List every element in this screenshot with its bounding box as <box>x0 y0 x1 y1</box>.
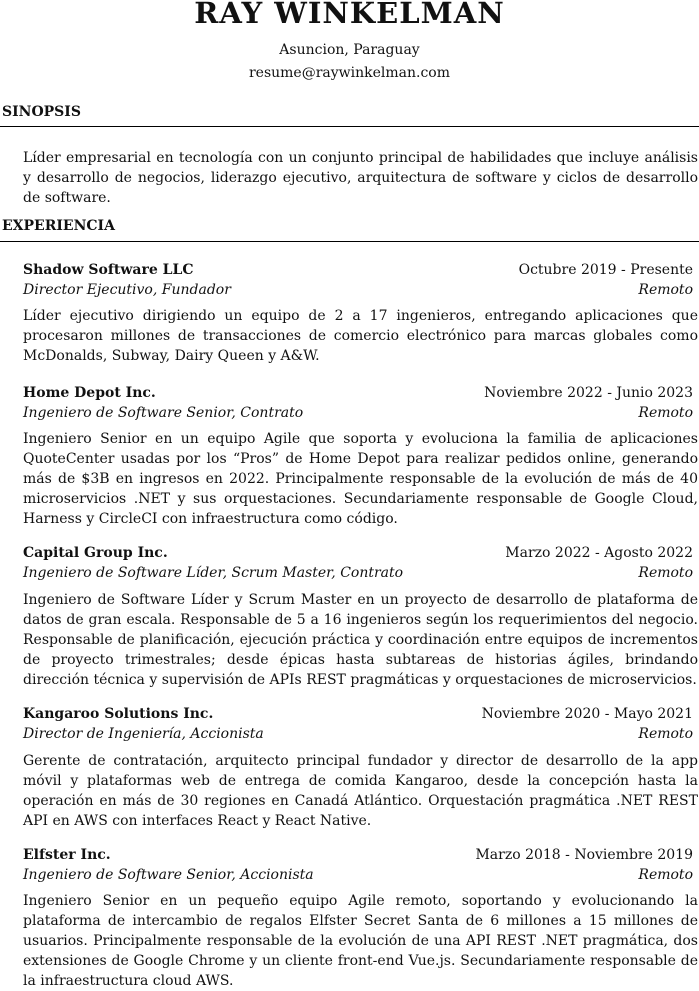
location: Asuncion, Paraguay <box>279 42 420 58</box>
job-role: Ingeniero de Software Senior, Accionista <box>23 867 314 883</box>
job-role: Ingeniero de Software Senior, Contrato <box>23 405 304 421</box>
job-description: Ingeniero de Software Líder y Scrum Master en un proyecto de desarrollo de plataforma de datos de gran escala. Responsable de 5 a 16 ingenieros según los requerimientos del negocio. Responsable de planificación, ejecución práctica y coordinación entre equipos de incrementos de proyecto trimestrales; desde épicas hasta subtareas de historias ágiles, brindando dirección técnica y supervisión de APIs REST pragmáticas y orquestaciones de microservicios. <box>23 592 698 688</box>
job-header <box>23 385 693 405</box>
job-location: Remoto <box>638 867 693 883</box>
section-title-synopsis: SINOPSIS <box>2 104 81 120</box>
job-description: Ingeniero Senior en un pequeño equipo Agile remoto, soportando y evolucionando la plataforma de intercambio de regalos Elfster Secret Santa de 6 millones a 15 millones de usuarios. Principalmente responsable de la evolución de una API REST .NET pragmática, dos extensiones de Google Chrome y un cliente front-end Vue.js. Secundariamente responsable de la infraestructura cloud AWS. <box>23 893 698 989</box>
job-dates: Marzo 2018 - Noviembre 2019 <box>475 847 693 863</box>
job-subheader <box>23 405 693 425</box>
company-name: Home Depot Inc. <box>23 385 156 401</box>
synopsis-text: Líder empresarial en tecnología con un conjunto principal de habilidades que incluye análisis y desarrollo de negocios, liderazgo ejecutivo, arquitectura de software y ciclos de desarrollo de software. <box>23 150 698 206</box>
company-name: Kangaroo Solutions Inc. <box>23 706 214 722</box>
job-dates: Octubre 2019 - Presente <box>518 262 693 278</box>
job-role: Director de Ingeniería, Accionista <box>23 726 264 742</box>
job-dates: Noviembre 2020 - Mayo 2021 <box>481 706 693 722</box>
job-header <box>23 262 693 282</box>
job-location: Remoto <box>638 405 693 421</box>
job-location: Remoto <box>638 282 693 298</box>
job-subheader <box>23 282 693 302</box>
company-name: Elfster Inc. <box>23 847 111 863</box>
job-subheader <box>23 867 693 887</box>
job-role: Director Ejecutivo, Fundador <box>23 282 231 298</box>
job-location: Remoto <box>638 565 693 581</box>
email: resume@raywinkelman.com <box>248 65 451 81</box>
job-subheader <box>23 726 693 746</box>
job-header <box>23 545 693 565</box>
job-role: Ingeniero de Software Líder, Scrum Master, Contrato <box>23 565 404 581</box>
section-divider <box>0 241 699 242</box>
section-title-experience: EXPERIENCIA <box>2 218 115 234</box>
job-description: Líder ejecutivo dirigiendo un equipo de 2 a 17 ingenieros, entregando aplicaciones que procesaron millones de transacciones de comercio electrónico para marcas globales como McDonalds, Subway, Dairy Queen y A&W. <box>23 308 698 364</box>
company-name: Shadow Software LLC <box>23 262 194 278</box>
job-dates: Marzo 2022 - Agosto 2022 <box>505 545 693 561</box>
job-description: Gerente de contratación, arquitecto principal fundador y director de desarrollo de la app móvil y plataformas web de entrega de comida Kangaroo, desde la concepción hasta la operación en más de 30 regiones en Canadá Atlántico. Orquestación pragmática .NET REST API en AWS con interfaces React y React Native. <box>23 753 698 829</box>
company-name: Capital Group Inc. <box>23 545 168 561</box>
section-divider <box>0 126 699 127</box>
job-header <box>23 847 693 867</box>
job-header <box>23 706 693 726</box>
job-dates: Noviembre 2022 - Junio 2023 <box>484 385 693 401</box>
candidate-name: RAY WINKELMAN <box>194 0 505 30</box>
job-description: Ingeniero Senior en un equipo Agile que soporta y evoluciona la familia de aplicaciones QuoteCenter usadas por los “Pros” de Home Depot para realizar pedidos online, generando más de $3B en ingresos en 2022. Principalmente responsable de la evolución de más de 40 microservicios .NET y sus orquestaciones. Secundariamente responsable de Google Cloud, Harness y CircleCI con infraestructura como código. <box>23 431 698 527</box>
job-location: Remoto <box>638 726 693 742</box>
job-subheader <box>23 565 693 585</box>
